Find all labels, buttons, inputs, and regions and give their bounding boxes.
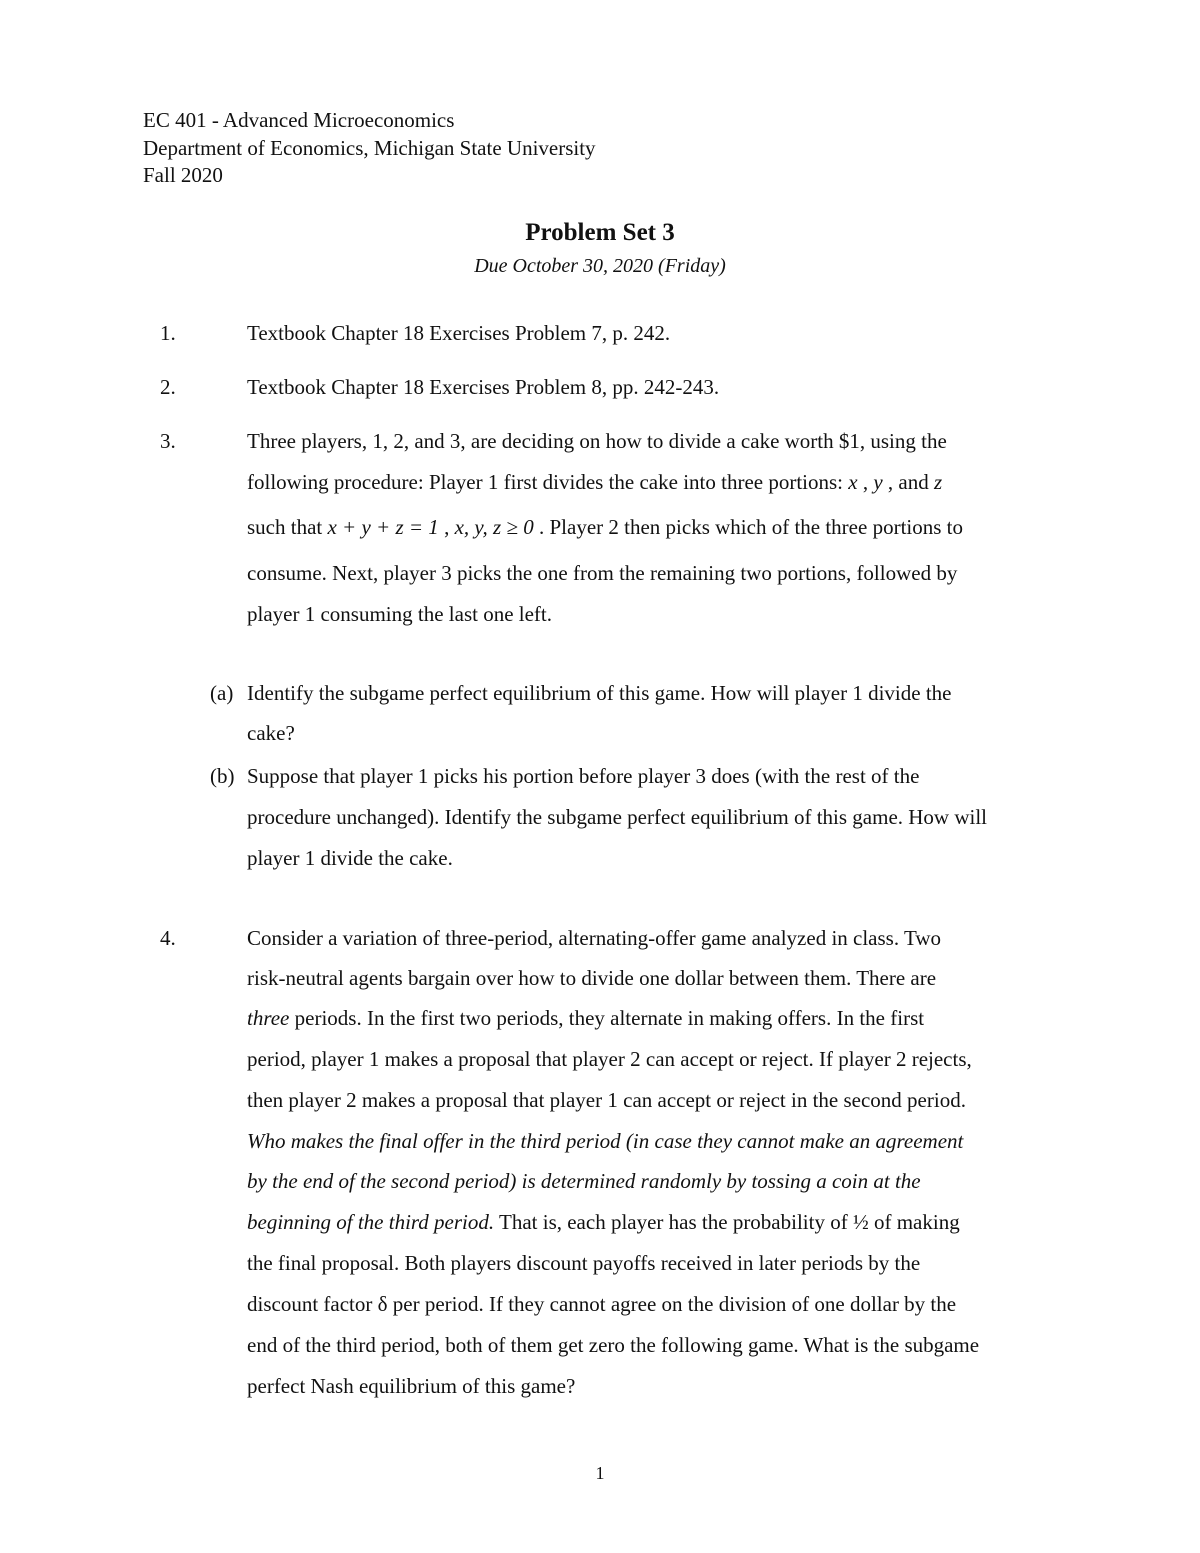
problem-4-line-6: Who makes the final offer in the third period (in case they cannot make an agreement <box>247 1129 964 1153</box>
due-date: Due October 30, 2020 (Friday) <box>474 255 726 277</box>
problem-3-line-5: player 1 consuming the last one left. <box>247 602 553 626</box>
problem-1-text: Textbook Chapter 18 Exercises Problem 7, p. 242. <box>247 321 671 345</box>
comma: , <box>857 470 874 494</box>
problem-4-line-1: Consider a variation of three-period, alternating-offer game analyzed in class. Two <box>247 926 941 950</box>
var-x: x <box>848 470 858 494</box>
course-title: EC 401 - Advanced Microeconomics <box>143 108 455 132</box>
problem-4-line-10: discount factor δ per period. If they cannot agree on the division of one dollar by the <box>247 1292 957 1316</box>
three-emphasis: three <box>247 1006 290 1030</box>
part-a-label: (a) <box>210 681 234 705</box>
term-line: Fall 2020 <box>143 163 223 187</box>
problem-1-number: 1. <box>160 321 176 345</box>
part-a-line-2: cake? <box>247 721 295 745</box>
department-line: Department of Economics, Michigan State University <box>143 136 596 160</box>
nonnegativity-equation: x, y, z ≥ 0 <box>454 515 534 539</box>
problem-3-line-2-text: following procedure: Player 1 first divides the cake into three portions: <box>247 470 849 494</box>
and-text: , and <box>882 470 934 494</box>
problem-4-line-3 <box>247 1005 924 1031</box>
problem-4-line-7: by the end of the second period) is determined randomly by tossing a coin at the <box>247 1169 921 1193</box>
such-that-text: such that <box>247 515 328 539</box>
problem-4-line-2: risk-neutral agents bargain over how to divide one dollar between them. There are <box>247 966 937 990</box>
problem-3-line-3-text: . Player 2 then picks which of the three portions to <box>533 515 963 539</box>
problem-4-line-11: end of the third period, both of them get zero the following game. What is the subgame <box>247 1333 980 1357</box>
part-b-label: (b) <box>210 764 235 788</box>
part-b-line-2: procedure unchanged). Identify the subgame perfect equilibrium of this game. How will <box>247 805 988 829</box>
page-number: 1 <box>595 1463 605 1483</box>
problem-2-number: 2. <box>160 375 176 399</box>
problem-4-line-8-text: That is, each player has the probability of ½ of making <box>494 1210 960 1234</box>
problem-3-line-2 <box>247 469 942 495</box>
problem-4-line-4: period, player 1 makes a proposal that player 2 can accept or reject. If player 2 rejects, <box>247 1047 972 1071</box>
problem-3-line-1: Three players, 1, 2, and 3, are deciding on how to divide a cake worth $1, using the <box>247 429 947 453</box>
problem-2-text: Textbook Chapter 18 Exercises Problem 8, pp. 242-243. <box>247 375 720 399</box>
sum-equation: x + y + z = 1 <box>327 515 439 539</box>
problem-4-line-12: perfect Nash equilibrium of this game? <box>247 1374 576 1398</box>
third-period-emphasis: beginning of the third period. <box>247 1210 495 1234</box>
part-b-line-1: Suppose that player 1 picks his portion before player 3 does (with the rest of the <box>247 764 920 788</box>
problem-3-line-4: consume. Next, player 3 picks the one from the remaining two portions, followed by <box>247 561 958 585</box>
var-y: y <box>873 470 883 494</box>
var-z: z <box>934 470 943 494</box>
problem-4-line-8 <box>247 1209 960 1235</box>
problem-4-number: 4. <box>160 926 176 950</box>
comma: , <box>438 515 455 539</box>
page-title: Problem Set 3 <box>525 219 675 246</box>
problem-4-line-9: the final proposal. Both players discount payoffs received in later periods by the <box>247 1251 921 1275</box>
problem-4-line-5: then player 2 makes a proposal that player 1 can accept or reject in the second period. <box>247 1088 966 1112</box>
problem-3-line-3 <box>247 514 963 540</box>
problem-3-number: 3. <box>160 429 176 453</box>
part-a-line-1: Identify the subgame perfect equilibrium of this game. How will player 1 divide the <box>247 681 952 705</box>
problem-4-line-3-text: periods. In the first two periods, they alternate in making offers. In the first <box>289 1006 925 1030</box>
part-b-line-3: player 1 divide the cake. <box>247 846 453 870</box>
